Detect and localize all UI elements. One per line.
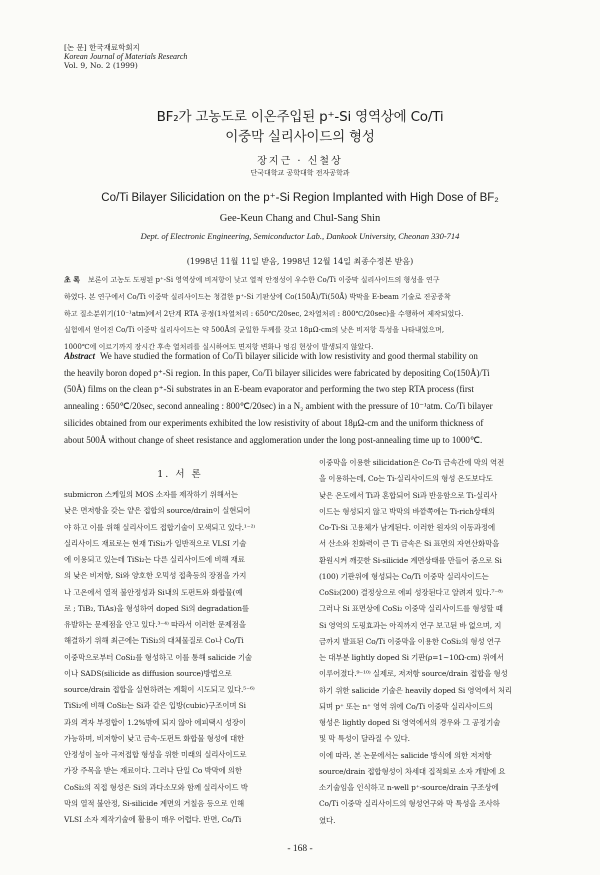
body-line: TiSi₂에 비해 CoSi₂는 Si과 같은 입방(cubic)구조이며 Si <box>64 701 246 711</box>
body-line: 낮은 온도에서 Ti과 혼합되어 Si과 반응함으로 Ti-실리사 <box>319 490 498 500</box>
section-heading-introduction: 1. 서 론 <box>157 469 203 480</box>
abstract-en-line: the heavily boron doped p⁺-Si region. In this paper, Co/Ti bilayer silicides were fabricated by depositing Co(150Å)/Ti <box>64 367 490 378</box>
body-line: 안정성이 높아 극저접합 형성을 위한 미래의 실리사이드로 <box>64 750 247 759</box>
body-line: 소기술임을 인식하고 n-well p⁺-source/drain 구조상에 <box>319 783 499 792</box>
body-line: 로 ; TiB₂, TiAs)을 형성하여 doped Si의 degradation를 <box>64 603 249 613</box>
received-dates: (1998년 11월 11일 받음, 1998년 12월 14일 최종수정본 받음) <box>186 257 414 266</box>
body-line: 가능하며, 비저항이 낮고 금속-도펀트 화합물 형성에 대한 <box>64 733 245 743</box>
body-line: 이에 따라, 본 논문에서는 salicide 방식에 의한 저저항 <box>319 750 492 760</box>
body-line: 이드는 형성되지 않고 박막의 바깥쪽에는 Ti-rich상태의 <box>319 506 495 516</box>
abstract-ko <box>64 272 548 356</box>
body-line: 이나 SADS(silicide as diffusion source)방법으로 <box>64 668 232 678</box>
body-line: 및 막 특성이 달라질 수 있다. <box>319 734 410 744</box>
authors-ko: 장지근 · 신철상 <box>257 156 343 167</box>
body-line: 서 산소와 친화력이 큰 Ti 금속은 Si 표면의 자연산화막을 <box>319 539 500 549</box>
body-line: Co/Ti 이중막 실리사이드의 형성연구와 막 특성을 조사하 <box>319 799 500 809</box>
body-line: 실리사이드 재료로는 현재 TiSi₂가 일반적으로 VLSI 기술 <box>64 538 247 548</box>
body-line: source/drain 접합을 실현하려는 계획이 시도되고 있다.⁵⁻⁶⁾ <box>64 685 255 694</box>
body-line: 형성은 lightly doped Si 영역에서의 경우와 그 공정기술 <box>319 718 501 727</box>
body-line: Si 영역의 도핑효과는 아직까지 연구 보고된 바 없으며, 지 <box>319 620 502 630</box>
body-line: CoSi₂(200) 결정상으로 에피 성장된다고 알려져 있다.⁷⁻⁸⁾ <box>319 588 503 597</box>
body-line: 하기 위한 salicide 기술은 heavily doped Si 영역에서 처리 <box>319 685 512 695</box>
abstract-en-line: about 500Å without change of sheet resistance and agglomeration under the long post-annealing time up to 1000℃. <box>64 434 483 445</box>
title-en: Co/Ti Bilayer Silicidation on the p⁺-Si Region Implanted with High Dose of BF₂ <box>101 192 499 204</box>
authors-en: Gee-Keun Chang and Chul-Sang Shin <box>219 213 381 224</box>
body-line: 의 낮은 비저항, Si와 양호한 오믹성 접촉등의 장점을 가지 <box>64 571 247 581</box>
body-line: 을 이용하는데, Co는 Ti-실리사이드의 형성 온도보다도 <box>319 474 493 484</box>
title-ko-line-2: 이중막 실리사이드의 형성 <box>225 129 375 145</box>
body-line: 금까지 발표된 Co/Ti 이중막을 이용한 CoSi₂의 형성 연구 <box>319 636 501 646</box>
body-line: 해결하기 위해 최근에는 TiSi₂의 대체물질로 Co나 Co/Ti <box>64 636 244 646</box>
body-line: 이루어졌다.⁹⁻¹⁰⁾ 실제로, 저저항 source/drain 접합을 형성 <box>319 669 508 679</box>
body-column-left <box>64 487 298 828</box>
abstract-ko-line: 하였다. 본 연구에서 Co/Ti 이중막 실리사이드는 청결한 p⁺-Si 기판상에 Co(150Å)/Ti(50Å) 박막을 E-beam 기술로 진공증착 <box>64 292 451 301</box>
abstract-en <box>64 348 550 448</box>
body-line: 이중막을 이용한 silicidation은 Co-Ti 금속간에 막의 역전 <box>319 458 505 467</box>
journal-volume: Vol. 9, No. 2 (1999) <box>64 61 138 70</box>
body-line: 였다. <box>319 815 336 825</box>
body-line: (100) 기판위에 형성되는 Co/Ti 이중막 실리사이드는 <box>319 571 489 581</box>
abstract-ko-line: 하고 질소분위기(10⁻¹atm)에서 2단계 RTA 공정(1차열처리 : 650℃/20sec, 2차열처리 : 800℃/20sec)을 수행하여 제작되었다. <box>64 309 464 318</box>
journal-type-label: [논 문] 한국재료학회지 <box>64 43 140 52</box>
abstract-en-label: Abstract <box>64 351 96 361</box>
journal-header <box>64 43 187 70</box>
body-line: 되며 p⁺ 또는 n⁺ 영역 위에 Co/Ti 이중막 실리사이드의 <box>319 701 493 711</box>
body-line: 이중막으로부터 CoSi₂를 형성하고 이를 통해 salicide 기술 <box>64 652 252 662</box>
abstract-ko-line: 실험에서 얻어진 Co/Ti 이중막 실리사이드는 약 500Å의 균일한 두께를 갖고 18μΩ-cm의 낮은 비저항 특성을 나타내었으며, <box>64 326 445 335</box>
abstract-en-line: (50Å) films on the clean p⁺-Si substrates in an E-beam evaporator and performing the two step RTA process (first <box>64 384 474 395</box>
title-ko-line-1: BF₂가 고농도로 이온주입된 p⁺-Si 영역상에 Co/Ti <box>156 109 444 125</box>
body-line: 에 이용되고 있는데 TiSi₂는 다른 실리사이드에 비해 재료 <box>64 555 245 564</box>
body-line: CoSi₂의 직접 형성은 Si의 과다소모와 함께 실리사이드 박 <box>64 782 248 792</box>
abstract-ko-line: 보론이 고농도 도핑된 p⁺-Si 영역상에 비저항이 낮고 열적 안정성이 우수한 Co/Ti 이중막 실리사이드의 형성을 연구 <box>87 276 440 284</box>
body-column-right <box>319 455 551 829</box>
body-line: Co-Ti-Si 고용체가 남게된다. 이러한 원자의 이동과정에 <box>319 523 496 532</box>
body-line: submicron 스케일의 MOS 소자를 제작하기 위해서는 <box>64 490 238 499</box>
body-line: 과의 격자 부정합이 1.2%밖에 되지 않아 에피택시 성장이 <box>64 717 246 727</box>
abstract-ko-line: 1000℃에 이르기까지 장시간 후속 열처리를 실시하여도 면저항 변화나 엉김 현상이 발생되지 않았다. <box>64 343 374 352</box>
abstract-ko-label: 초 록 <box>64 276 80 284</box>
abstract-en-line: silicides obtained from our experiments exhibited the low resistivity of about 18μΩ-cm and the uniform thickness of <box>64 417 484 428</box>
affiliation-en: Dept. of Electronic Engineering, Semiconductor Lab., Dankook University, Cheonan 330-714 <box>140 231 460 241</box>
body-line: 막의 열적 불안정, Si-silicide 계면의 거칠음 등으로 인해 <box>64 798 245 808</box>
journal-name-en: Korean Journal of Materials Research <box>64 52 188 61</box>
abstract-en-line: annealing : 650℃/20sec, second annealing : 800℃/20sec) in a N₂ ambient with the pressure of 10⁻¹atm. Co/Ti bilayer <box>64 401 493 412</box>
body-line: 가장 주목을 받는 재료이다. 그러나 단일 Co 박막에 의한 <box>64 766 242 776</box>
body-line: 그러나 Si 표면상에 CoSi₂ 이중막 실리사이드를 형성할 때 <box>319 604 503 614</box>
affiliation-ko: 단국대학교 공학대학 전자공학과 <box>250 169 350 177</box>
body-line: source/drain 접합형성이 차세대 집적회로 소자 개발에 요 <box>319 766 506 776</box>
body-line: 유발하는 문제점을 안고 있다.³⁻⁴⁾ 따라서 이러한 문제점을 <box>64 620 246 629</box>
body-line: VLSI 소자 제작기술에 활용이 매우 어렵다. 반면, Co/Ti <box>64 815 242 824</box>
body-line: 는 대부분 lightly doped Si 기판(ρ=1~10Ω-cm) 위에서 <box>319 653 504 662</box>
page-number: - 168 - <box>287 844 313 854</box>
body-line: 야 하고 이를 위해 실리사이드 접합기술이 모색되고 있다.¹⁻²⁾ <box>64 522 256 532</box>
body-line: 낮은 면저항을 갖는 얕은 접합의 source/drain이 실현되어 <box>64 506 251 516</box>
body-line: 나 고온에서 열적 불안정성과 Si내의 도펀트와 화합물(예 <box>64 587 243 597</box>
abstract-en-line: We have studied the formation of Co/Ti bilayer silicide with low resistivity and good thermal stability on <box>100 351 478 361</box>
body-line: 환원시켜 깨끗한 Si-silicide 계면상태를 만들어 줌으로 Si <box>319 555 502 565</box>
